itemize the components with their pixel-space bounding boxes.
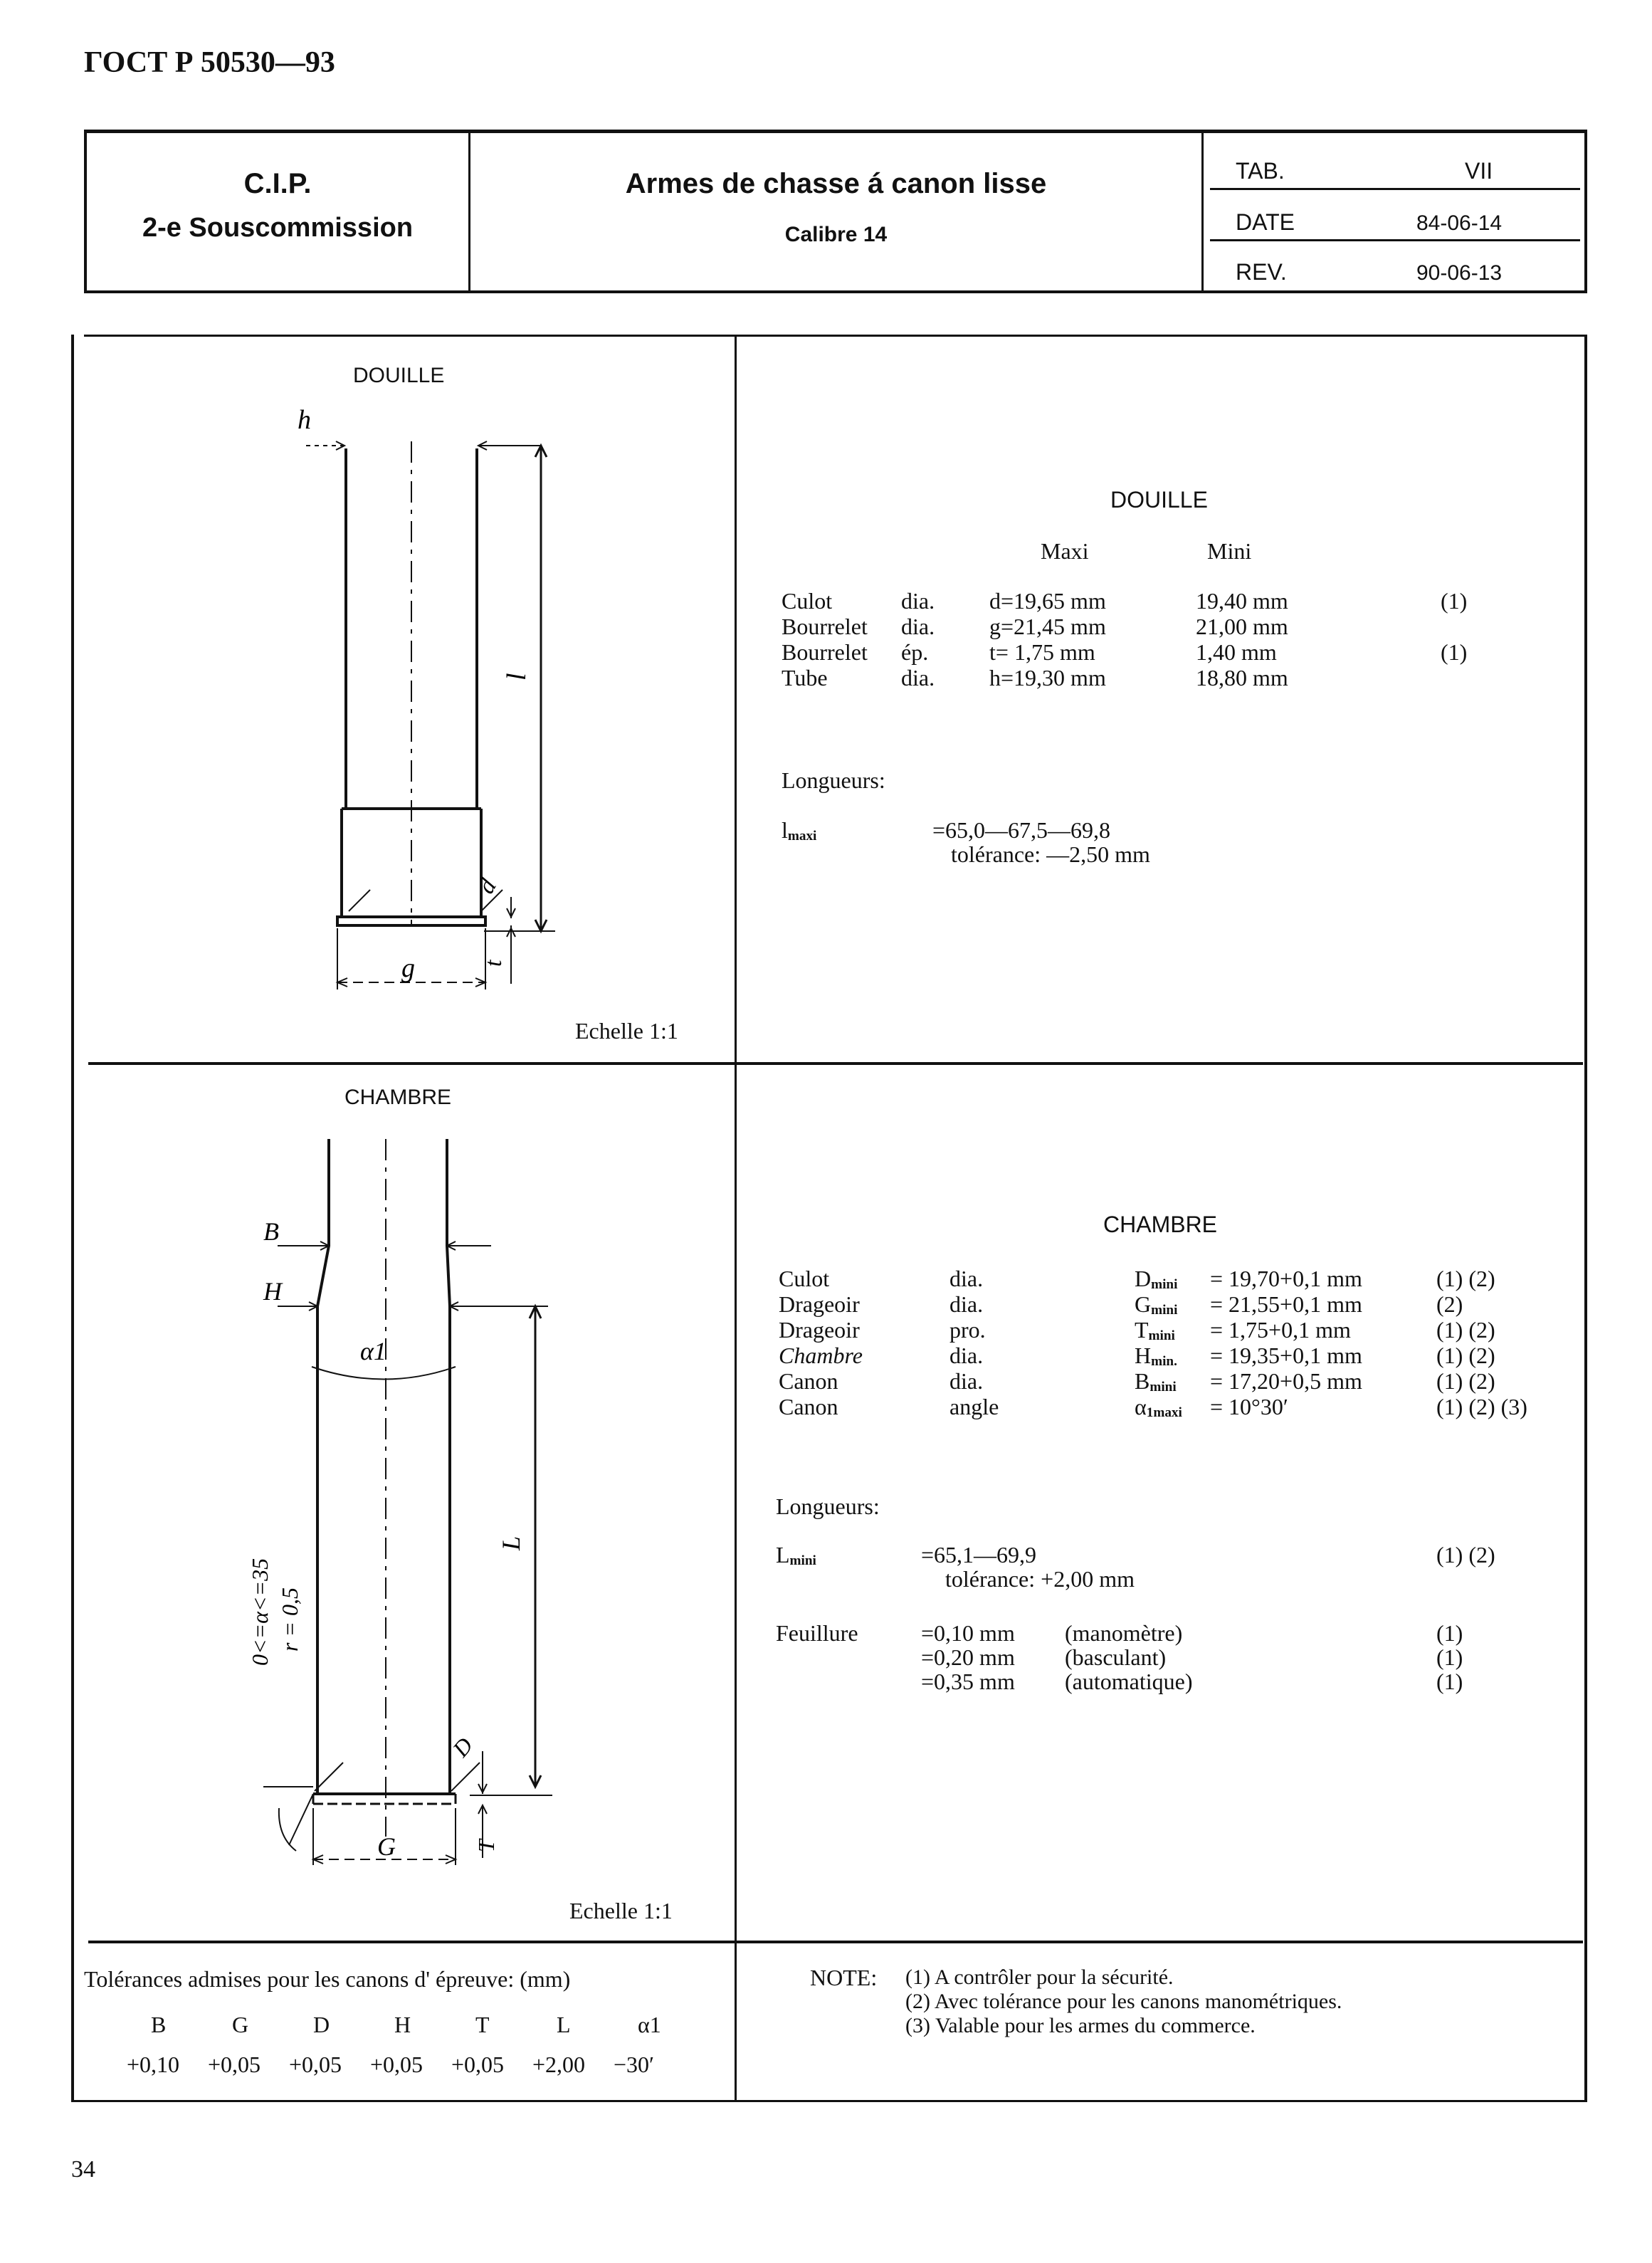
- main-right-edge: [1584, 335, 1587, 2101]
- feuillure-value: =0,20 mm: [921, 1644, 1015, 1670]
- chambre-row-part: Culot: [779, 1266, 830, 1291]
- feuillure-type: (manomètre): [1065, 1620, 1183, 1646]
- tab-row-rule: [1210, 188, 1580, 190]
- chambre-row-notes: (1) (2): [1436, 1266, 1495, 1291]
- chambre-scale: Echelle 1:1: [569, 1898, 673, 1923]
- subcommission: 2-e Souscommission: [142, 213, 414, 243]
- date-row-rule: [1210, 239, 1580, 241]
- tolerance-header: B: [151, 2012, 167, 2037]
- chambre-row-kind: pro.: [949, 1317, 986, 1343]
- chambre-longueurs-label: Longueurs:: [776, 1493, 880, 1519]
- page-header: ГОСТ Р 50530—93: [84, 46, 335, 79]
- chambre-row-symbol-letter: T: [1135, 1317, 1149, 1343]
- title-block-left-edge: [84, 131, 87, 292]
- douille-col-mini: Mini: [1207, 538, 1252, 564]
- chambre-row-part: Chambre: [779, 1343, 863, 1368]
- chambre-row-part: Canon: [779, 1394, 838, 1419]
- douille-row-kind: ép.: [901, 639, 929, 665]
- feuillure-note: (1): [1436, 1669, 1463, 1694]
- feuillure-value: =0,35 mm: [921, 1669, 1015, 1694]
- chambre-row-symbol-subscript: min.: [1151, 1353, 1177, 1369]
- chambre-row-symbol: [1135, 1394, 1182, 1426]
- chambre-row-symbol-subscript: mini: [1151, 1276, 1178, 1292]
- tolerance-value: +0,10: [127, 2052, 180, 2077]
- chambre-dim-T: T: [473, 1839, 499, 1852]
- chambre-section-title: CHAMBRE: [1103, 1212, 1218, 1237]
- chambre-dim-B: B: [263, 1217, 279, 1246]
- chambre-row-value: = 10°30′: [1210, 1394, 1288, 1419]
- tolerance-header: D: [313, 2012, 330, 2037]
- notes-label: NOTE:: [810, 1965, 878, 1990]
- douille-drawing: [270, 399, 598, 1011]
- chambre-dim-L: L: [497, 1535, 525, 1550]
- feuillure-note: (1): [1436, 1644, 1463, 1670]
- tolerance-header: L: [557, 2012, 571, 2037]
- chambre-row-notes: (2): [1436, 1291, 1463, 1317]
- chambre-lmini-subscript: mini: [789, 1553, 816, 1568]
- douille-row-part: Bourrelet: [782, 614, 868, 639]
- document-subtitle: Calibre 14: [784, 223, 888, 246]
- douille-lmaxi-subscript: maxi: [787, 828, 817, 844]
- chambre-row-value: = 17,20+0,5 mm: [1210, 1368, 1362, 1394]
- douille-dim-g: g: [401, 953, 415, 983]
- title-block-right-edge: [1584, 131, 1587, 292]
- main-left-edge: [71, 335, 74, 2101]
- chambre-row-symbol-letter: B: [1135, 1368, 1150, 1394]
- tolerance-value: +0,05: [370, 2052, 423, 2077]
- chambre-row-part: Canon: [779, 1368, 838, 1394]
- note-item: (1) A contrôler pour la sécurité.: [905, 1965, 1174, 1989]
- rev-value: 90-06-13: [1416, 261, 1503, 285]
- douille-lmaxi-label: [782, 817, 816, 849]
- chambre-dim-alpha: α1: [360, 1337, 386, 1365]
- chambre-row-kind: angle: [949, 1394, 999, 1419]
- chambre-lmini-value: =65,1—69,9: [921, 1542, 1037, 1568]
- chambre-row-symbol-subscript: mini: [1151, 1302, 1178, 1318]
- tolerances-title: Tolérances admises pour les canons d' épreuve: (mm): [84, 1966, 571, 1992]
- douille-dim-d: d: [473, 874, 502, 898]
- tab-label: TAB.: [1236, 158, 1285, 184]
- chambre-row-kind: dia.: [949, 1368, 984, 1394]
- douille-dim-t: t: [480, 960, 507, 967]
- chambre-row-notes: (1) (2): [1436, 1368, 1495, 1394]
- date-value: 84-06-14: [1416, 211, 1503, 235]
- douille-chambre-rule: [88, 1062, 1583, 1065]
- douille-row-note: (1): [1441, 639, 1468, 665]
- date-label: DATE: [1236, 209, 1295, 235]
- chambre-row-kind: dia.: [949, 1266, 984, 1291]
- douille-col-maxi: Maxi: [1041, 538, 1089, 564]
- douille-drawing-title: DOUILLE: [353, 364, 445, 387]
- douille-dim-h: h: [298, 405, 311, 435]
- org-name: C.I.P.: [243, 168, 312, 199]
- tolerance-value: +0,05: [289, 2052, 342, 2077]
- douille-lmaxi-symbol: l: [782, 817, 788, 843]
- rev-label: REV.: [1236, 259, 1287, 285]
- chambre-lmini-label: [776, 1542, 816, 1574]
- chambre-row-symbol-subscript: mini: [1149, 1379, 1177, 1395]
- document-title: Armes de chasse á canon lisse: [625, 168, 1047, 199]
- note-item: (3) Valable pour les armes du commerce.: [905, 2014, 1256, 2037]
- chambre-row-value: = 19,70+0,1 mm: [1210, 1266, 1362, 1291]
- chambre-row-kind: dia.: [949, 1291, 984, 1317]
- douille-row-part: Bourrelet: [782, 639, 868, 665]
- tab-value: VII: [1465, 158, 1493, 184]
- douille-longueurs-label: Longueurs:: [782, 767, 885, 793]
- chambre-row-notes: (1) (2): [1436, 1343, 1495, 1368]
- chambre-row-part: Drageoir: [779, 1291, 860, 1317]
- chambre-drawing-title: CHAMBRE: [344, 1086, 452, 1109]
- chambre-row-symbol-letter: H: [1135, 1343, 1152, 1368]
- douille-row-part: Culot: [782, 588, 833, 614]
- tolerance-value: +0,05: [451, 2052, 505, 2077]
- title-block-bottom-rule: [84, 290, 1587, 293]
- title-block-divider-2: [1201, 131, 1204, 292]
- douille-dim-l: l: [502, 673, 532, 681]
- douille-row-maxi: t= 1,75 mm: [989, 639, 1095, 665]
- douille-row-kind: dia.: [901, 588, 935, 614]
- chambre-dim-D: D: [447, 1732, 478, 1762]
- douille-lmaxi-value: =65,0—67,5—69,8: [932, 817, 1111, 843]
- tolerance-value: −30′: [614, 2052, 655, 2077]
- douille-row-mini: 18,80 mm: [1196, 665, 1288, 691]
- main-center-divider: [735, 336, 737, 2101]
- chambre-drawing: [235, 1125, 569, 1908]
- main-top-rule: [84, 335, 1587, 337]
- chambre-lmini-tolerance: tolérance: +2,00 mm: [945, 1566, 1135, 1592]
- chambre-row-symbol-letter: G: [1135, 1291, 1152, 1317]
- douille-row-note: (1): [1441, 588, 1468, 614]
- chambre-cond-alpha: 0<=α<=35: [247, 1558, 273, 1666]
- douille-row-maxi: h=19,30 mm: [989, 665, 1106, 691]
- douille-row-kind: dia.: [901, 665, 935, 691]
- chambre-row-symbol-subscript: mini: [1148, 1328, 1175, 1343]
- feuillure-type: (basculant): [1065, 1644, 1167, 1670]
- chambre-dim-G: G: [377, 1832, 396, 1861]
- chambre-row-notes: (1) (2) (3): [1436, 1394, 1527, 1419]
- page-number: 34: [71, 2156, 95, 2183]
- douille-row-mini: 21,00 mm: [1196, 614, 1288, 639]
- tolerance-value: +2,00: [532, 2052, 586, 2077]
- main-bottom-rule: [71, 2100, 1587, 2102]
- chambre-cond-r: r = 0,5: [277, 1587, 302, 1652]
- tolerance-header: α1: [638, 2012, 661, 2037]
- chambre-lmini-symbol: L: [776, 1542, 790, 1568]
- feuillure-note: (1): [1436, 1620, 1463, 1646]
- douille-row-part: Tube: [782, 665, 828, 691]
- douille-row-kind: dia.: [901, 614, 935, 639]
- douille-row-maxi: g=21,45 mm: [989, 614, 1106, 639]
- feuillure-value: =0,10 mm: [921, 1620, 1015, 1646]
- note-item: (2) Avec tolérance pour les canons manométriques.: [905, 1990, 1342, 2013]
- tolerance-header: T: [475, 2012, 490, 2037]
- douille-lmaxi-tolerance: tolérance: —2,50 mm: [951, 841, 1150, 867]
- chambre-row-value: = 19,35+0,1 mm: [1210, 1343, 1362, 1368]
- title-block-top-rule: [84, 130, 1587, 133]
- chambre-footer-rule: [88, 1941, 1583, 1943]
- chambre-dim-H: H: [263, 1277, 282, 1306]
- douille-scale: Echelle 1:1: [575, 1018, 678, 1044]
- feuillure-type: (automatique): [1065, 1669, 1193, 1694]
- tolerance-header: G: [232, 2012, 249, 2037]
- chambre-row-part: Drageoir: [779, 1317, 860, 1343]
- tolerance-value: +0,05: [208, 2052, 261, 2077]
- chambre-row-symbol-letter: α: [1135, 1394, 1147, 1419]
- douille-row-mini: 19,40 mm: [1196, 588, 1288, 614]
- chambre-row-kind: dia.: [949, 1343, 984, 1368]
- douille-row-maxi: d=19,65 mm: [989, 588, 1106, 614]
- chambre-row-value: = 21,55+0,1 mm: [1210, 1291, 1362, 1317]
- chambre-row-notes: (1) (2): [1436, 1317, 1495, 1343]
- douille-section-title: DOUILLE: [1110, 487, 1208, 513]
- tolerance-header: H: [394, 2012, 411, 2037]
- chambre-row-symbol-letter: D: [1135, 1266, 1152, 1291]
- douille-row-mini: 1,40 mm: [1196, 639, 1277, 665]
- chambre-row-value: = 1,75+0,1 mm: [1210, 1317, 1351, 1343]
- chambre-row-symbol-subscript: 1maxi: [1146, 1404, 1182, 1420]
- chambre-feuillure-label: Feuillure: [776, 1620, 858, 1646]
- title-block-divider-1: [468, 131, 470, 292]
- chambre-lmini-notes: (1) (2): [1436, 1542, 1495, 1568]
